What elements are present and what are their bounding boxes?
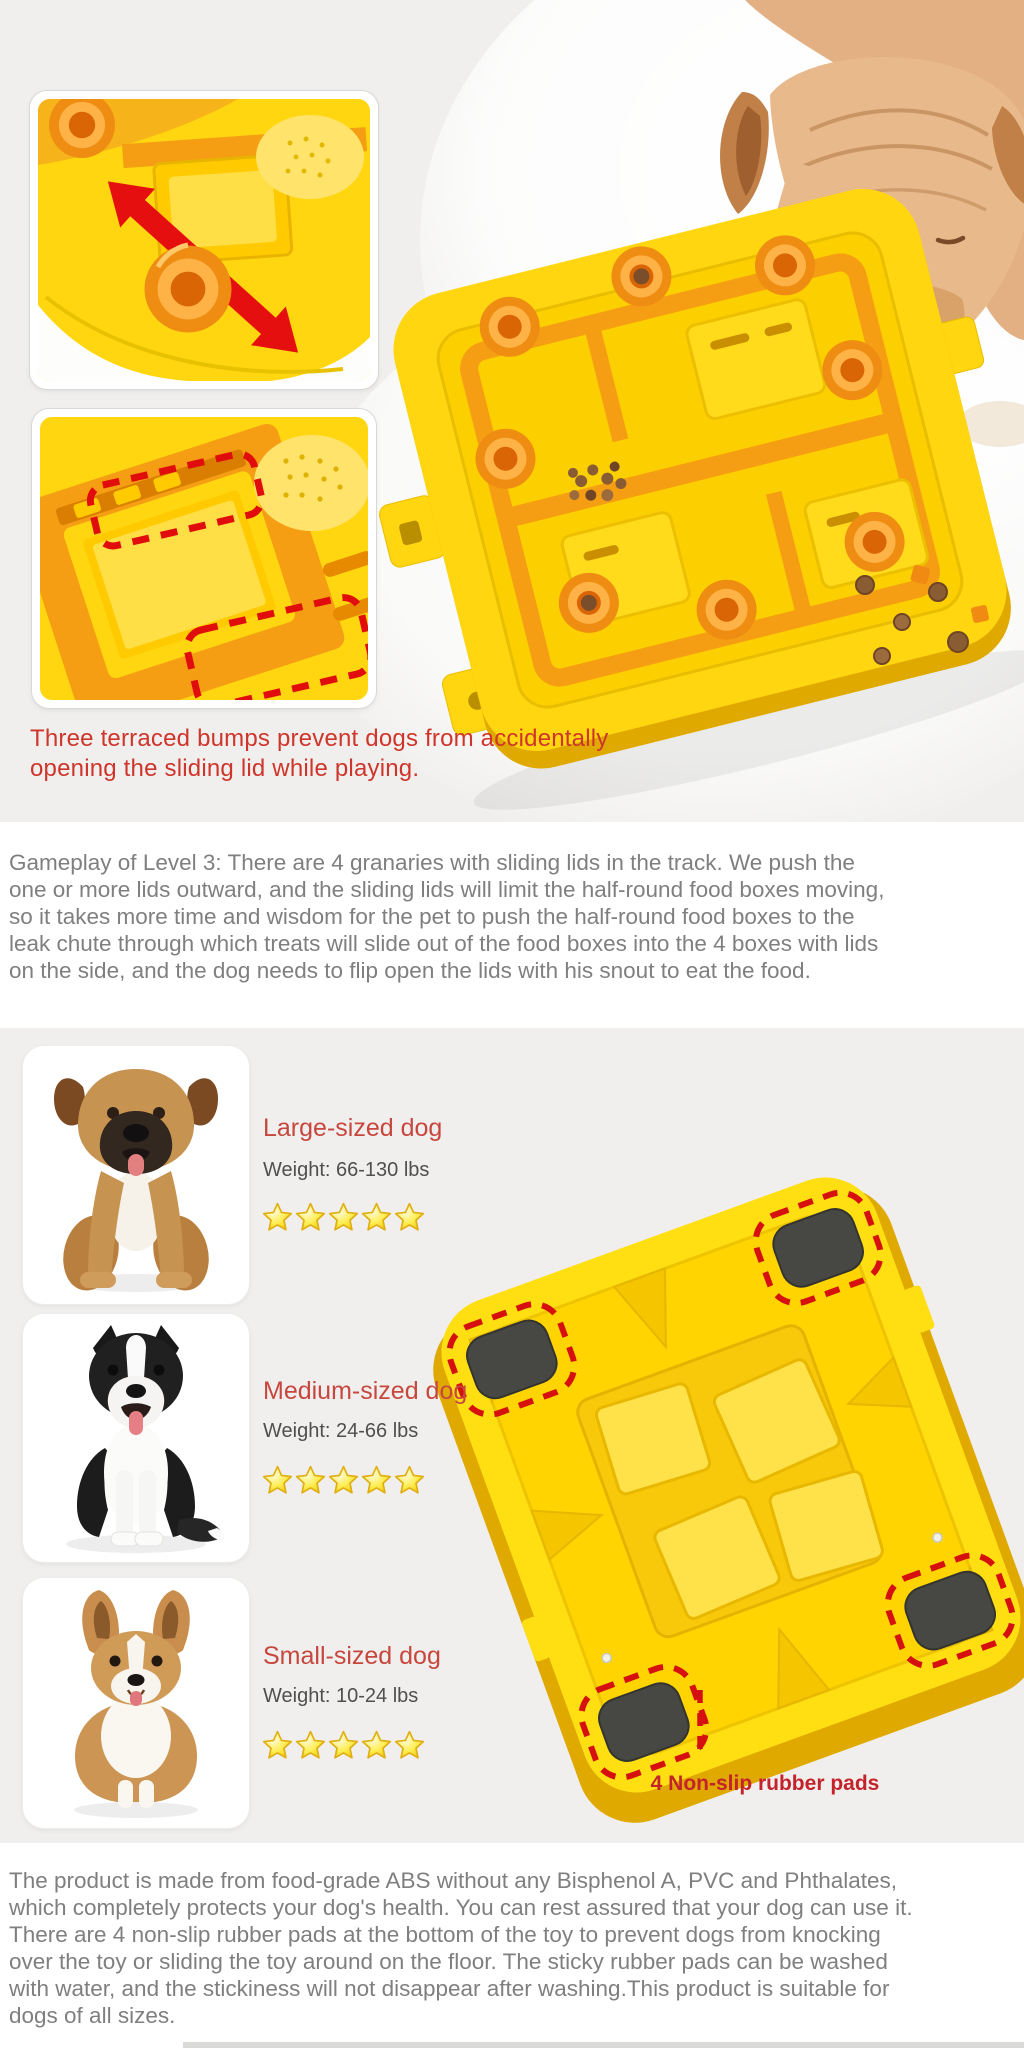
- pads-caption: 4 Non-slip rubber pads: [650, 1772, 880, 1795]
- star-icon: [262, 1465, 293, 1495]
- sliding-direction-closeup: [38, 99, 370, 381]
- card-weight-medium: Weight: 24-66 lbs: [263, 1420, 419, 1442]
- star-icon: [295, 1730, 326, 1760]
- gameplay-paragraph: [9, 849, 1019, 984]
- material-line: dogs of all sizes.: [9, 2003, 176, 2028]
- material-paragraph: [9, 1867, 1019, 2029]
- star-rating-small: [262, 1730, 425, 1760]
- border-collie-dog-photo: [31, 1320, 241, 1556]
- material-line: The product is made from food-grade ABS without any Bisphenol A, PVC and Phthalates,: [9, 1868, 898, 1893]
- feature-caption-line2: opening the sliding lid while playing.: [30, 755, 420, 782]
- card-weight-large: Weight: 66-130 lbs: [263, 1159, 430, 1181]
- star-icon: [361, 1202, 392, 1232]
- card-weight-small: Weight: 10-24 lbs: [263, 1685, 419, 1707]
- detail-inset-card-1: [29, 90, 379, 390]
- toy-bottom-view: [413, 1157, 1024, 1840]
- star-icon: [295, 1465, 326, 1495]
- feature-hero-section: [0, 0, 1024, 822]
- terraced-bumps-closeup: [40, 417, 368, 700]
- size-guide-section: [0, 1028, 1024, 1843]
- gameplay-line: so it takes more time and wisdom for the pet to push the half-round food boxes to the: [9, 904, 855, 929]
- gameplay-line: one or more lids outward, and the sliding lids will limit the half-round food boxes moving,: [9, 877, 885, 902]
- dog-card-medium: [22, 1313, 250, 1563]
- material-line: which completely protects your dog's health. You can rest assured that your dog can use it.: [9, 1895, 913, 1920]
- next-section-edge: [183, 2042, 1024, 2048]
- dotted-dome: [256, 115, 364, 199]
- star-icon: [361, 1465, 392, 1495]
- dotted-dome: [254, 435, 368, 531]
- star-rating-large: [262, 1202, 425, 1232]
- gameplay-line: leak chute through which treats will slide out of the food boxes into the 4 boxes with lids: [9, 931, 879, 956]
- star-icon: [328, 1730, 359, 1760]
- card-title-large: Large-sized dog: [263, 1114, 443, 1142]
- dog-card-small: [22, 1577, 250, 1829]
- star-icon: [295, 1202, 326, 1232]
- feature-caption: [30, 724, 608, 784]
- material-line: There are 4 non-slip rubber pads at the bottom of the toy to prevent dogs from knocking: [9, 1922, 881, 1947]
- corgi-dog-photo: [31, 1584, 241, 1822]
- star-icon: [394, 1202, 425, 1232]
- gameplay-line: Gameplay of Level 3: There are 4 granaries with sliding lids in the track. We push the: [9, 850, 855, 875]
- star-icon: [328, 1465, 359, 1495]
- detail-inset-card-2: [31, 408, 377, 709]
- dog-card-large: [22, 1045, 250, 1305]
- star-icon: [328, 1202, 359, 1232]
- star-icon: [394, 1465, 425, 1495]
- material-text-section: [0, 1843, 1024, 2048]
- star-icon: [262, 1202, 293, 1232]
- gameplay-line: on the side, and the dog needs to flip open the lids with his snout to eat the food.: [9, 958, 811, 983]
- star-icon: [394, 1730, 425, 1760]
- material-line: over the toy or sliding the toy around on the floor. The sticky rubber pads can be washed: [9, 1949, 888, 1974]
- card-title-medium: Medium-sized dog: [263, 1377, 468, 1405]
- gameplay-text-section: [0, 822, 1024, 1028]
- star-icon: [262, 1730, 293, 1760]
- card-title-small: Small-sized dog: [263, 1642, 441, 1670]
- feature-caption-line1: Three terraced bumps prevent dogs from accidentally: [30, 725, 609, 752]
- star-rating-medium: [262, 1465, 425, 1495]
- star-icon: [361, 1730, 392, 1760]
- boxer-dog-photo: [31, 1053, 241, 1297]
- material-line: with water, and the stickiness will not disappear after washing.This product is suitable for: [9, 1976, 890, 2001]
